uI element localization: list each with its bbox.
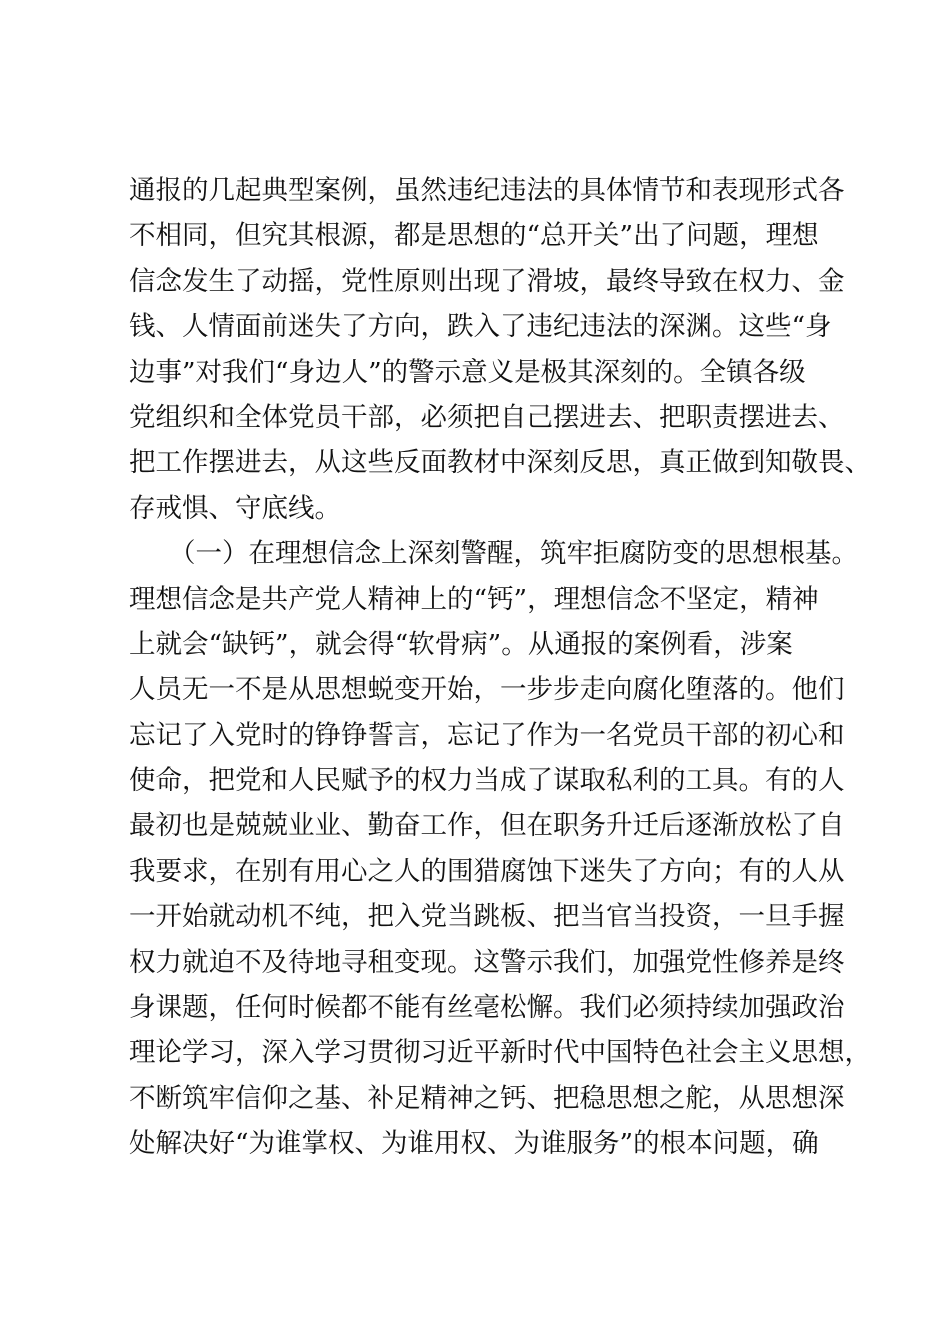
- text-line: 边事”对我们“身边人”的警示意义是极其深刻的。全镇各级: [129, 356, 806, 388]
- text-line: 使命，把党和人民赋予的权力当成了谋取私利的工具。有的人: [129, 765, 845, 797]
- text-line: 我要求，在别有用心之人的围猎腐蚀下迷失了方向；有的人从: [129, 855, 845, 887]
- text-line: 理论学习，深入学习贯彻习近平新时代中国特色社会主义思想，: [129, 1037, 871, 1069]
- text-line: 人员无一不是从思想蜕变开始，一步步走向腐化堕落的。他们: [129, 674, 845, 706]
- paragraph-1: [129, 168, 871, 531]
- text-line: 不相同，但究其根源，都是思想的“总开关”出了问题，理想: [129, 220, 819, 252]
- document-body: [129, 168, 871, 1167]
- text-line: 通报的几起典型案例，虽然违纪违法的具体情节和表现形式各: [129, 175, 845, 206]
- section-heading: （一）在理想信念上深刻警醒，筑牢拒腐防变的思想根基。: [169, 538, 858, 570]
- text-line: 权力就迫不及待地寻租变现。这警示我们，加强党性修养是终: [129, 946, 845, 978]
- text-line: 一开始就动机不纯，把入党当跳板、把当官当投资，一旦手握: [129, 901, 845, 933]
- paragraph-2: [129, 577, 871, 1167]
- text-line: 最初也是兢兢业业、勤奋工作，但在职务升迁后逐渐放松了自: [129, 810, 845, 842]
- text-line: 上就会“缺钙”，就会得“软骨病”。从通报的案例看，涉案: [129, 628, 793, 660]
- text-line: 忘记了入党时的铮铮誓言，忘记了作为一名党员干部的初心和: [129, 719, 845, 751]
- text-line: 不断筑牢信仰之基、补足精神之钙、把稳思想之舵，从思想深: [129, 1082, 845, 1114]
- text-line: 党组织和全体党员干部，必须把自己摆进去、把职责摆进去、: [129, 401, 845, 433]
- text-line: 存戒惧、守底线。: [129, 492, 341, 524]
- text-line: 钱、人情面前迷失了方向，跌入了违纪违法的深渊。这些“身: [129, 311, 832, 343]
- text-line: 理想信念是共产党人精神上的“钙”，理想信念不坚定，精神: [129, 583, 819, 615]
- text-line: 处解决好“为谁掌权、为谁用权、为谁服务”的根本问题，确: [129, 1128, 819, 1160]
- text-line: 把工作摆进去，从这些反面教材中深刻反思，真正做到知敬畏、: [129, 447, 871, 479]
- text-line: 信念发生了动摇，党性原则出现了滑坡，最终导致在权力、金: [129, 265, 845, 297]
- text-line: 身课题，任何时候都不能有丝毫松懈。我们必须持续加强政治: [129, 992, 845, 1024]
